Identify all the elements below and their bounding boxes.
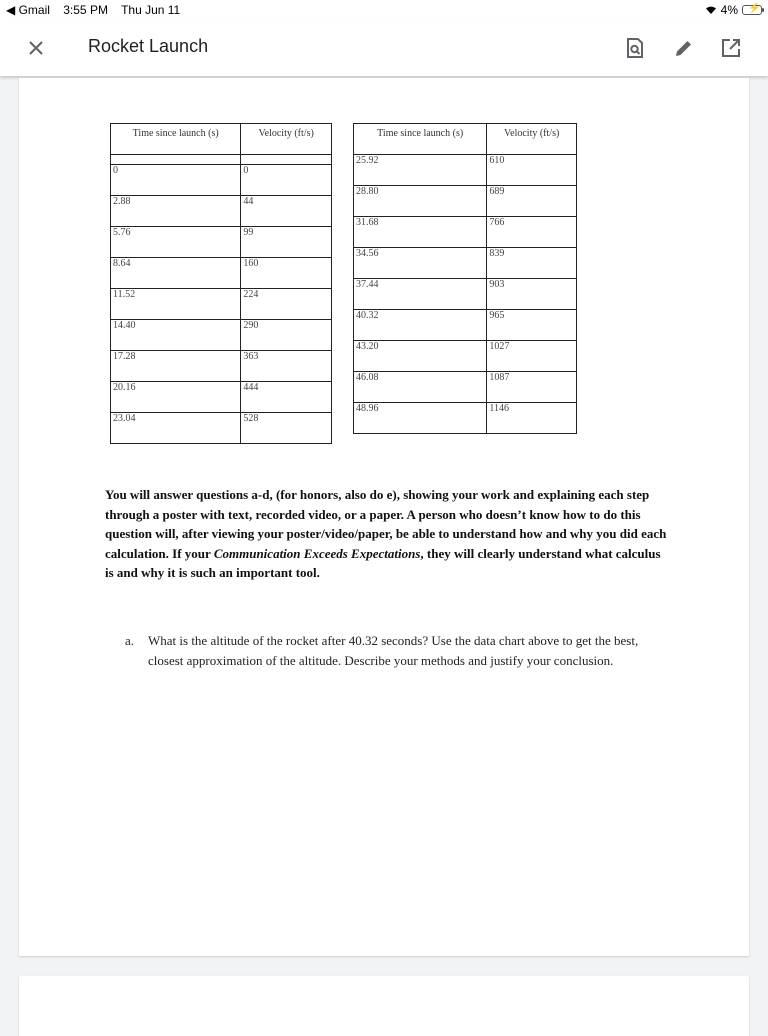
next-document-page [19,976,749,1036]
time-cell: 34.56 [354,248,487,279]
document-title: Rocket Launch [88,36,209,56]
time-cell: 28.80 [354,186,487,217]
table-row [354,186,577,217]
table-row [111,351,332,382]
close-icon[interactable] [24,36,48,60]
instructions-emphasis: Communication Exceeds Expectations [213,545,421,561]
time-cell: 8.64 [111,258,241,289]
velocity-table-right [353,123,577,434]
velocity-cell: 766 [487,217,577,248]
time-cell: 2.88 [111,196,241,227]
back-to-app-link[interactable]: ◀ Gmail [6,3,50,17]
velocity-cell: 224 [241,289,332,320]
velocity-cell: 290 [241,320,332,351]
time-cell: 0 [111,165,241,196]
velocity-cell: 44 [241,196,332,227]
battery-charging-icon: ⚡ [742,5,762,15]
table-row [111,413,332,444]
time-cell: 37.44 [354,279,487,310]
table-row [354,341,577,372]
velocity-cell: 1087 [487,372,577,403]
time-cell: 48.96 [354,403,487,434]
table-row [354,310,577,341]
velocity-table-left [110,123,332,444]
status-bar [0,0,768,20]
instructions-paragraph [105,485,669,583]
time-cell: 43.20 [354,341,487,372]
velocity-cell: 1146 [487,403,577,434]
time-cell: 40.32 [354,310,487,341]
table-row [354,217,577,248]
time-cell: 11.52 [111,289,241,320]
velocity-cell: 689 [487,186,577,217]
document-page [19,78,749,956]
velocity-cell: 528 [241,413,332,444]
app-bar [0,20,768,76]
time-cell: 23.04 [111,413,241,444]
column-header: Time since launch (s) [111,124,241,155]
question-text: What is the altitude of the rocket after 40.32 seconds? Use the data chart above to get the best, closest approximation of the altitude. Describe your methods and justify your conclusion. [148,633,639,668]
status-time: 3:55 PM [63,3,108,17]
velocity-cell: 0 [241,165,332,196]
time-cell: 31.68 [354,217,487,248]
velocity-cell: 363 [241,351,332,382]
status-date: Thu Jun 11 [121,3,181,17]
time-cell: 20.16 [111,382,241,413]
table-row [111,165,332,196]
table-row [111,382,332,413]
table-row [354,248,577,279]
open-in-new-icon[interactable] [719,36,743,60]
velocity-cell: 160 [241,258,332,289]
velocity-cell: 1027 [487,341,577,372]
question-a [125,631,665,671]
time-cell: 5.76 [111,227,241,258]
time-cell: 17.28 [111,351,241,382]
time-cell: 46.08 [354,372,487,403]
question-label: a. [125,633,135,648]
table-row [111,289,332,320]
table-row [354,372,577,403]
instructions-text-end: , they will clearly understand what calculus is and why it is such an important tool. [105,545,661,581]
table-row [111,227,332,258]
find-in-document-icon[interactable] [623,36,647,60]
table-row [354,279,577,310]
velocity-cell: 99 [241,227,332,258]
column-header: Time since launch (s) [354,124,487,155]
velocity-cell: 444 [241,382,332,413]
column-header: Velocity (ft/s) [241,124,332,155]
edit-pencil-icon[interactable] [672,36,696,60]
table-row [111,196,332,227]
wifi-icon [705,5,717,15]
velocity-cell: 610 [487,155,577,186]
instructions-text: You will answer questions a-d, (for honors, also do e), showing your work and explaining each step through a poster with text, recorded video, or a paper. A person who doesn’t know how to do this question will, after viewing your poster/video/paper, be able to understand how and why you did each calculation. If your [105,487,667,561]
velocity-cell: 965 [487,310,577,341]
velocity-cell: 903 [487,279,577,310]
column-header: Velocity (ft/s) [487,124,577,155]
velocity-cell: 839 [487,248,577,279]
time-cell: 25.92 [354,155,487,186]
table-row [354,403,577,434]
table-row [111,320,332,351]
time-cell: 14.40 [111,320,241,351]
table-row [111,258,332,289]
table-row [354,155,577,186]
battery-percent: 4% [720,3,738,17]
